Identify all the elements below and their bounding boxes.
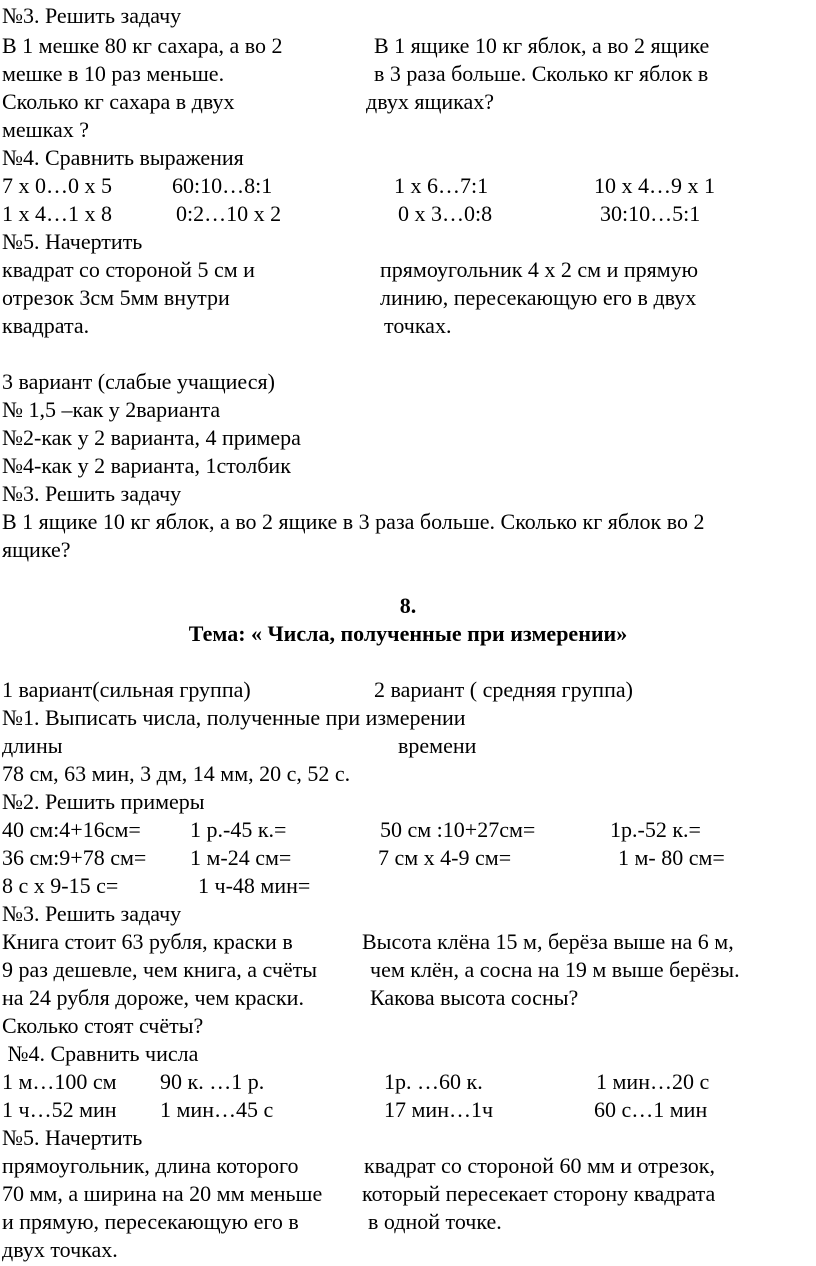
task5-left-line: квадрата. [2,313,90,338]
task3-left-line: мешке в 10 раз меньше. [2,61,225,86]
compare-expression: 30:10…5:1 [600,201,701,226]
example-expression: 40 см:4+16см= [2,817,141,842]
task1-title: №1. Выписать числа, полученные при измерении [2,705,466,730]
task3-left-line: Сколько стоят счёты? [2,1013,204,1038]
compare-expression: 0 х 3…0:8 [398,201,493,226]
section-number: 8. [399,593,417,618]
example-expression: 1 ч-48 мин= [198,873,311,898]
task3-left-line: мешках ? [2,117,90,142]
task3-left-line: В 1 мешке 80 кг сахара, а во 2 [2,33,283,58]
task5-right-line: в одной точке. [368,1209,502,1234]
task4-title: №4. Сравнить выражения [2,145,244,170]
compare-expression: 60:10…8:1 [172,173,273,198]
compare-expression: 1 х 4…1 х 8 [2,201,112,226]
variant2-header: 2 вариант ( средняя группа) [374,677,633,702]
task2-title: №2. Решить примеры [2,789,205,814]
task3-title: №3. Решить задачу [2,901,182,926]
task5-right-line: который пересекает сторону квадрата [362,1181,716,1206]
task3-right-line: в 3 раза больше. Сколько кг яблок в [374,61,709,86]
task1-values: 78 см, 63 мин, 3 дм, 14 мм, 20 с, 52 с. [2,761,351,786]
variant3-line: №2-как у 2 варианта, 4 примера [2,425,301,450]
example-expression: 1 м-24 см= [190,845,292,870]
variant3-line: № 1,5 –как у 2варианта [2,397,221,422]
task3-left-line: 9 раз дешевле, чем книга, а счёты [2,957,318,982]
variant1-header: 1 вариант(сильная группа) [2,677,251,702]
task5-title: №5. Начертить [2,229,143,254]
task3-left-line: Книга стоит 63 рубля, краски в [2,929,293,954]
task3-title: №3. Решить задачу [2,3,182,28]
variant3-problem-line: ящике? [2,537,71,562]
compare-numbers: 1 м…100 см [2,1069,117,1094]
task5-left-line: отрезок 3см 5мм внутри [2,285,230,310]
task3-right-line: В 1 ящике 10 кг яблок, а во 2 ящике [374,33,710,58]
compare-numbers: 1 мин…20 с [596,1069,710,1094]
task3-right-line: двух ящиках? [366,89,495,114]
task3-left-line: на 24 рубля дороже, чем краски. [2,985,304,1010]
task3-left-line: Сколько кг сахара в двух [2,89,235,114]
variant3-header: 3 вариант (слабые учащиеся) [2,369,275,394]
example-expression: 1р.-52 к.= [610,817,701,842]
compare-numbers: 60 с…1 мин [594,1097,708,1122]
task5-left-line: квадрат со стороной 5 см и [2,257,255,282]
task5-title: №5. Начертить [2,1125,143,1150]
task5-left-line: 70 мм, а ширина на 20 мм меньше [2,1181,323,1206]
task3-right-line: чем клён, а сосна на 19 м выше берёзы. [370,957,740,982]
task1-right-label: времени [398,733,477,758]
example-expression: 1 м- 80 см= [618,845,725,870]
variant3-problem-line: В 1 ящике 10 кг яблок, а во 2 ящике в 3 раза больше. Сколько кг яблок во 2 [2,509,705,534]
section-topic: Тема: « Числа, полученные при измерении» [188,621,628,646]
task4-title: №4. Сравнить числа [2,1041,199,1066]
compare-expression: 1 х 6…7:1 [394,173,489,198]
task5-right-line: квадрат со стороной 60 мм и отрезок, [364,1153,715,1178]
compare-numbers: 1 ч…52 мин [2,1097,117,1122]
task1-left-label: длины [2,733,63,758]
task5-left-line: прямоугольник, длина которого [2,1153,299,1178]
compare-numbers: 1р. …60 к. [384,1069,483,1094]
variant3-line: №3. Решить задачу [2,481,182,506]
compare-numbers: 17 мин…1ч [384,1097,494,1122]
task5-right-line: точках. [384,313,452,338]
task5-left-line: и прямую, пересекающую его в [2,1209,299,1234]
example-expression: 8 с х 9-15 с= [2,873,119,898]
task3-right-line: Высота клёна 15 м, берёза выше на 6 м, [362,929,734,954]
compare-numbers: 1 мин…45 с [160,1097,274,1122]
task5-right-line: прямоугольник 4 х 2 см и прямую [380,257,699,282]
compare-expression: 10 х 4…9 х 1 [594,173,715,198]
compare-expression: 0:2…10 х 2 [176,201,282,226]
example-expression: 7 см х 4-9 см= [378,845,512,870]
task3-right-line: Какова высота сосны? [370,985,579,1010]
compare-expression: 7 х 0…0 х 5 [2,173,112,198]
compare-numbers: 90 к. …1 р. [160,1069,265,1094]
task5-right-line: линию, пересекающую его в двух [380,285,697,310]
example-expression: 50 см :10+27см= [380,817,536,842]
example-expression: 36 см:9+78 см= [2,845,147,870]
variant3-line: №4-как у 2 варианта, 1столбик [2,453,291,478]
example-expression: 1 р.-45 к.= [190,817,287,842]
task5-left-line: двух точках. [2,1237,118,1262]
